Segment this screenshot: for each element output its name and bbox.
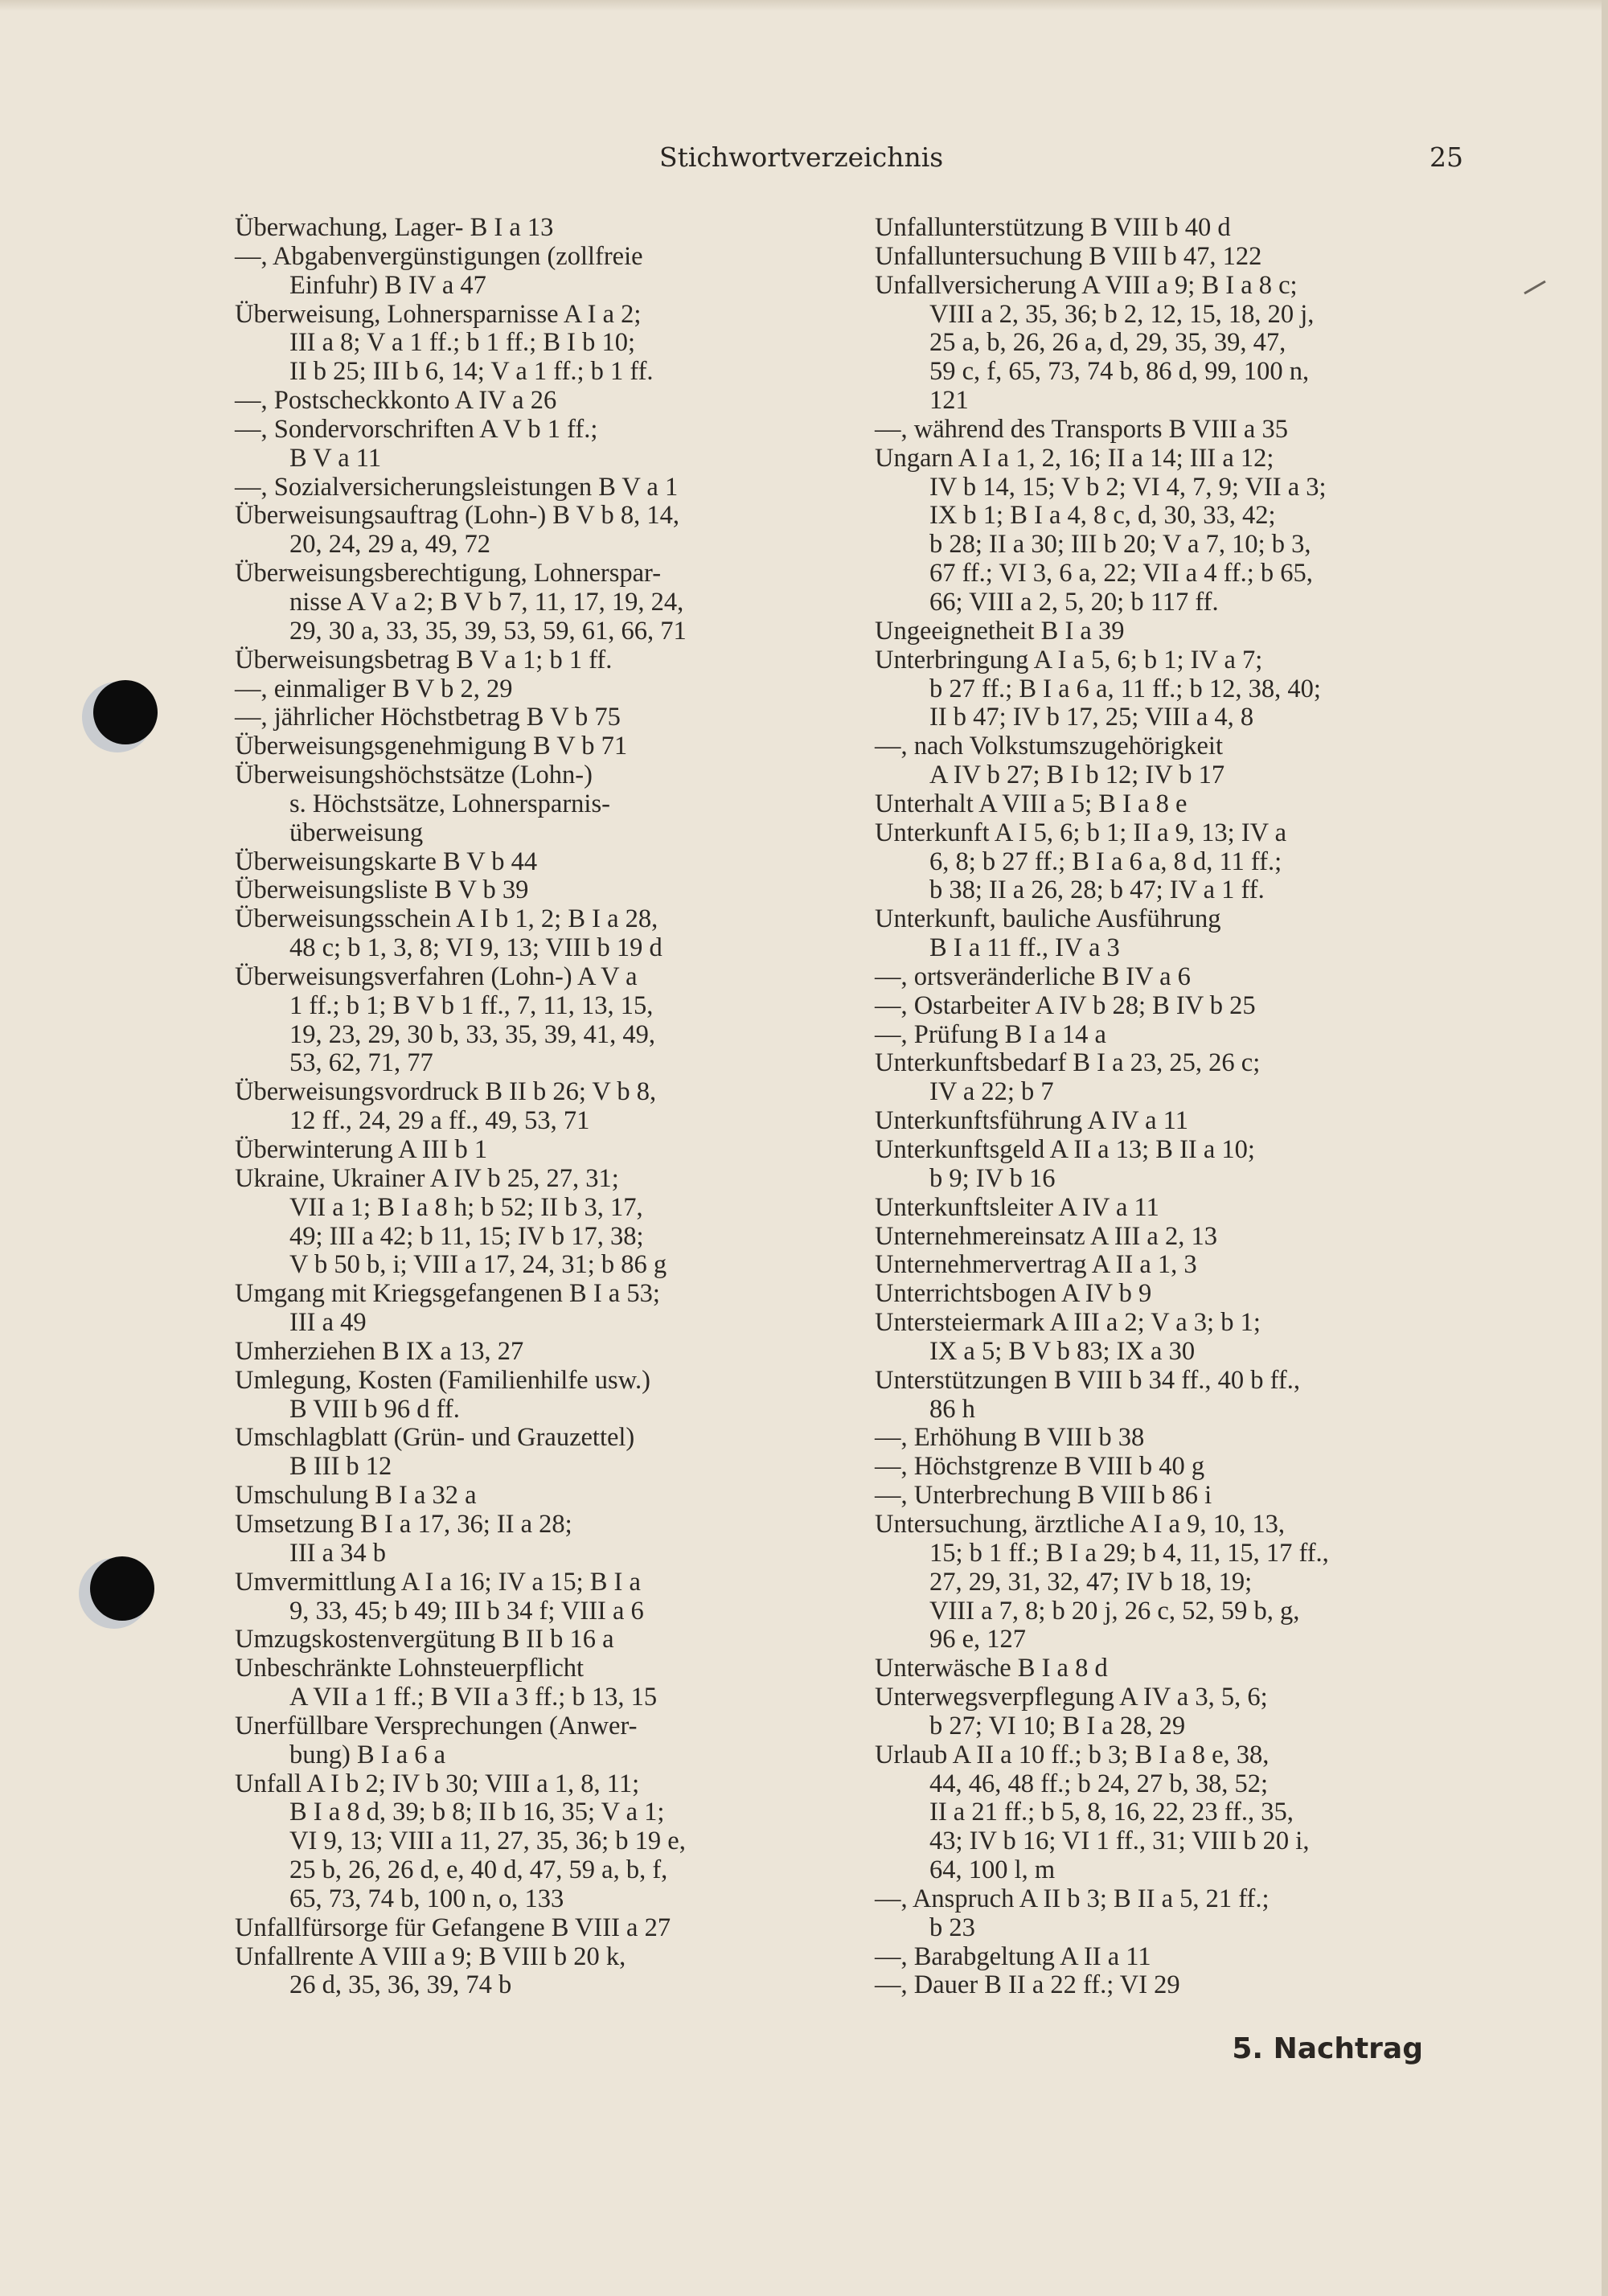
index-entry: —, Erhöhung B VIII b 38	[875, 1423, 1145, 1453]
index-entry-continuation: 67 ff.; VI 3, 6 a, 22; VII a 4 ff.; b 65,	[929, 559, 1313, 588]
index-entry-continuation: B V a 11	[289, 443, 382, 473]
index-entry-continuation: III a 49	[289, 1308, 367, 1338]
index-entry-continuation: b 9; IV b 16	[929, 1163, 1056, 1193]
index-entry: Unterrichtsbogen A IV b 9	[875, 1279, 1152, 1309]
index-entry: Unterstützungen B VIII b 34 ff., 40 b ff.,	[875, 1365, 1300, 1395]
index-entry: Unbeschränkte Lohnsteuerpflicht	[235, 1654, 585, 1683]
index-entry: Unfallfürsorge für Gefangene B VIII a 27	[235, 1913, 671, 1942]
index-entry: —, Sondervorschriften A V b 1 ff.;	[235, 414, 598, 444]
index-entry: Überweisungsberechtigung, Lohnerspar-	[235, 559, 662, 588]
index-entry: —, einmaliger B V b 2, 29	[235, 674, 513, 703]
index-column-right	[875, 214, 1430, 2000]
index-entry: Überweisungsbetrag B V a 1; b 1 ff.	[235, 645, 613, 674]
index-entry: Überweisungsverfahren (Lohn-) A V a	[235, 961, 638, 991]
index-entry: —, Höchstgrenze B VIII b 40 g	[875, 1452, 1205, 1482]
index-entry: Umschlagblatt (Grün- und Grauzettel)	[235, 1423, 635, 1453]
index-entry: Unterwäsche B I a 8 d	[875, 1654, 1108, 1683]
index-entry-continuation: bung) B I a 6 a	[289, 1740, 446, 1769]
index-entry: Überweisungsliste B V b 39	[235, 875, 529, 905]
index-entry-continuation: 1 ff.; b 1; B V b 1 ff., 7, 11, 13, 15,	[289, 990, 654, 1020]
index-entry-continuation: nisse A V a 2; B V b 7, 11, 17, 19, 24,	[289, 587, 684, 617]
index-entry-continuation: 44, 46, 48 ff.; b 24, 27 b, 38, 52;	[929, 1769, 1268, 1798]
index-entry-continuation: 49; III a 42; b 11, 15; IV b 17, 38;	[289, 1221, 644, 1251]
index-entry-continuation: b 27 ff.; B I a 6 a, 11 ff.; b 12, 38, 40;	[929, 674, 1321, 703]
index-entry: Umgang mit Kriegsgefangenen B I a 53;	[235, 1279, 660, 1309]
index-entry-continuation: A IV b 27; B I b 12; IV b 17	[929, 761, 1225, 790]
page-edge	[0, 0, 1608, 11]
index-entry-continuation: VI 9, 13; VIII a 11, 27, 35, 36; b 19 e,	[289, 1827, 686, 1856]
index-entry: —, Ostarbeiter A IV b 28; B IV b 25	[875, 990, 1256, 1020]
page-edge	[1602, 0, 1608, 2296]
index-entry-continuation: II b 47; IV b 17, 25; VIII a 4, 8	[929, 703, 1254, 732]
index-entry: Unterkunft A I 5, 6; b 1; II a 9, 13; IV a	[875, 818, 1287, 847]
index-entry: Überweisungsgenehmigung B V b 71	[235, 732, 628, 761]
index-entry: —, Sozialversicherungsleistungen B V a 1	[235, 472, 679, 502]
index-entry-continuation: b 27; VI 10; B I a 28, 29	[929, 1711, 1186, 1740]
index-entry: Ukraine, Ukrainer A IV b 25, 27, 31;	[235, 1163, 619, 1193]
index-entry-continuation: 15; b 1 ff.; B I a 29; b 4, 11, 15, 17 ff.,	[929, 1538, 1329, 1568]
index-entry: Untersteiermark A III a 2; V a 3; b 1;	[875, 1308, 1261, 1338]
index-entry: Unfallrente A VIII a 9; B VIII b 20 k,	[235, 1941, 626, 1971]
index-entry: —, während des Transports B VIII a 35	[875, 414, 1288, 444]
index-entry-continuation: b 23	[929, 1913, 975, 1942]
index-entry: —, Dauer B II a 22 ff.; VI 29	[875, 1970, 1180, 2000]
index-entry: —, nach Volkstumszugehörigkeit	[875, 732, 1223, 761]
index-entry: Überwinterung A III b 1	[235, 1135, 488, 1164]
index-entry: Unterkunftsleiter A IV a 11	[875, 1192, 1159, 1222]
index-entry-continuation: b 28; II a 30; III b 20; V a 7, 10; b 3,	[929, 530, 1311, 560]
index-entry: Überweisung, Lohnersparnisse A I a 2;	[235, 299, 642, 329]
index-entry: Unfallversicherung A VIII a 9; B I a 8 c;	[875, 270, 1298, 300]
index-entry: Umlegung, Kosten (Familienhilfe usw.)	[235, 1365, 650, 1395]
index-entry-continuation: B I a 11 ff., IV a 3	[929, 933, 1120, 963]
index-entry-continuation: überweisung	[289, 818, 424, 847]
index-entry: Unterkunftsbedarf B I a 23, 25, 26 c;	[875, 1048, 1261, 1078]
index-entry-continuation: 53, 62, 71, 77	[289, 1048, 433, 1078]
punch-hole	[93, 680, 158, 744]
index-entry: Unterkunftsführung A IV a 11	[875, 1106, 1188, 1136]
index-entry-continuation: 20, 24, 29 a, 49, 72	[289, 530, 491, 560]
index-entry: Unfallunterstützung B VIII b 40 d	[875, 213, 1231, 242]
index-entry-continuation: 48 c; b 1, 3, 8; VI 9, 13; VIII b 19 d	[289, 933, 662, 963]
index-entry: —, ortsveränderliche B IV a 6	[875, 961, 1191, 991]
index-entry-continuation: IV a 22; b 7	[929, 1077, 1054, 1107]
index-entry: Unterkunft, bauliche Ausführung	[875, 904, 1221, 934]
index-entry-continuation: 121	[929, 386, 969, 416]
index-entry-continuation: Einfuhr) B IV a 47	[289, 270, 486, 300]
index-entry-continuation: 64, 100 l, m	[929, 1855, 1056, 1885]
index-entry: —, Abgabenvergünstigungen (zollfreie	[235, 241, 643, 271]
index-entry-continuation: 27, 29, 31, 32, 47; IV b 18, 19;	[929, 1567, 1253, 1597]
page-number: 25	[1430, 141, 1463, 173]
index-entry-continuation: II a 21 ff.; b 5, 8, 16, 22, 23 ff., 35,	[929, 1798, 1294, 1827]
index-entry-continuation: IX a 5; B V b 83; IX a 30	[929, 1336, 1196, 1366]
index-entry-continuation: B I a 8 d, 39; b 8; II b 16, 35; V a 1;	[289, 1798, 665, 1827]
index-entry: —, jährlicher Höchstbetrag B V b 75	[235, 703, 621, 732]
index-entry-continuation: 96 e, 127	[929, 1625, 1027, 1654]
index-entry: —, Unterbrechung B VIII b 86 i	[875, 1481, 1212, 1511]
index-entry: Unternehmereinsatz A III a 2, 13	[875, 1221, 1217, 1251]
index-entry-continuation: 25 b, 26, 26 d, e, 40 d, 47, 59 a, b, f,	[289, 1855, 668, 1885]
index-entry-continuation: VII a 1; B I a 8 h; b 52; II b 3, 17,	[289, 1192, 643, 1222]
index-column-left	[235, 214, 781, 2000]
index-entry-continuation: 59 c, f, 65, 73, 74 b, 86 d, 99, 100 n,	[929, 357, 1310, 387]
index-entry-continuation: V b 50 b, i; VIII a 17, 24, 31; b 86 g	[289, 1250, 667, 1280]
index-entry-continuation: IX b 1; B I a 4, 8 c, d, 30, 33, 42;	[929, 501, 1276, 531]
index-entry: Unfall A I b 2; IV b 30; VIII a 1, 8, 11;	[235, 1769, 640, 1798]
index-entry-continuation: 65, 73, 74 b, 100 n, o, 133	[289, 1884, 564, 1913]
index-entry-continuation: 12 ff., 24, 29 a ff., 49, 53, 71	[289, 1106, 590, 1136]
index-entry: Urlaub A II a 10 ff.; b 3; B I a 8 e, 38,	[875, 1740, 1270, 1769]
index-entry: Überweisungshöchstsätze (Lohn-)	[235, 761, 593, 790]
index-entry: Umherziehen B IX a 13, 27	[235, 1336, 524, 1366]
index-entry: Unternehmervertrag A II a 1, 3	[875, 1250, 1197, 1280]
supplement-note: 5. Nachtrag	[1232, 2032, 1423, 2065]
running-header-title: Stichwortverzeichnis	[659, 141, 944, 173]
index-entry: Umschulung B I a 32 a	[235, 1481, 477, 1511]
punch-hole	[90, 1556, 154, 1621]
index-entry-continuation: B VIII b 96 d ff.	[289, 1394, 460, 1424]
index-entry-continuation: B III b 12	[289, 1452, 392, 1482]
index-entry: Unterwegsverpflegung A IV a 3, 5, 6;	[875, 1683, 1268, 1712]
index-entry: Umzugskostenvergütung B II b 16 a	[235, 1625, 614, 1654]
index-entry-continuation: 19, 23, 29, 30 b, 33, 35, 39, 41, 49,	[289, 1019, 655, 1049]
index-entry: —, Prüfung B I a 14 a	[875, 1019, 1106, 1049]
index-entry-continuation: VIII a 7, 8; b 20 j, 26 c, 52, 59 b, g,	[929, 1596, 1300, 1626]
index-entry: Unfalluntersuchung B VIII b 47, 122	[875, 241, 1262, 271]
index-entry: Umsetzung B I a 17, 36; II a 28;	[235, 1509, 572, 1539]
index-entry-continuation: 9, 33, 45; b 49; III b 34 f; VIII a 6	[289, 1596, 644, 1626]
index-entry-continuation: 66; VIII a 2, 5, 20; b 117 ff.	[929, 587, 1219, 617]
index-entry: —, Barabgeltung A II a 11	[875, 1941, 1151, 1971]
index-entry-continuation: IV b 14, 15; V b 2; VI 4, 7, 9; VII a 3;	[929, 472, 1327, 502]
index-entry-continuation: II b 25; III b 6, 14; V a 1 ff.; b 1 ff.	[289, 357, 654, 387]
index-entry: Überweisungsvordruck B II b 26; V b 8,	[235, 1077, 657, 1107]
index-entry-continuation: 86 h	[929, 1394, 975, 1424]
index-entry-continuation: III a 8; V a 1 ff.; b 1 ff.; B I b 10;	[289, 328, 635, 358]
pencil-mark	[1524, 281, 1545, 295]
index-entry: Untersuchung, ärztliche A I a 9, 10, 13,	[875, 1509, 1285, 1539]
index-entry: Unterkunftsgeld A II a 13; B II a 10;	[875, 1135, 1255, 1164]
index-entry-continuation: 26 d, 35, 36, 39, 74 b	[289, 1970, 512, 2000]
index-entry: Ungeeignetheit B I a 39	[875, 616, 1125, 646]
index-entry-continuation: 25 a, b, 26, 26 a, d, 29, 35, 39, 47,	[929, 328, 1286, 358]
index-entry-continuation: VIII a 2, 35, 36; b 2, 12, 15, 18, 20 j,	[929, 299, 1315, 329]
index-entry: Unerfüllbare Versprechungen (Anwer-	[235, 1711, 638, 1740]
index-entry: Überweisungskarte B V b 44	[235, 847, 538, 876]
index-entry-continuation: A VII a 1 ff.; B VII a 3 ff.; b 13, 15	[289, 1683, 658, 1712]
index-entry: —, Anspruch A II b 3; B II a 5, 21 ff.;	[875, 1884, 1270, 1913]
index-entry-continuation: 43; IV b 16; VI 1 ff., 31; VIII b 20 i,	[929, 1827, 1310, 1856]
index-entry: Überweisungsschein A I b 1, 2; B I a 28,	[235, 904, 658, 934]
index-entry: Unterbringung A I a 5, 6; b 1; IV a 7;	[875, 645, 1263, 674]
index-entry-continuation: III a 34 b	[289, 1538, 387, 1568]
index-entry-continuation: s. Höchstsätze, Lohnersparnis-	[289, 789, 610, 818]
index-entry: Überweisungsauftrag (Lohn-) B V b 8, 14,	[235, 501, 680, 531]
index-entry: Unterhalt A VIII a 5; B I a 8 e	[875, 789, 1188, 818]
index-entry: —, Postscheckkonto A IV a 26	[235, 386, 557, 416]
index-entry: Umvermittlung A I a 16; IV a 15; B I a	[235, 1567, 641, 1597]
index-entry-continuation: 29, 30 a, 33, 35, 39, 53, 59, 61, 66, 71	[289, 616, 687, 646]
index-entry-continuation: b 38; II a 26, 28; b 47; IV a 1 ff.	[929, 875, 1265, 905]
index-entry-continuation: 6, 8; b 27 ff.; B I a 6 a, 8 d, 11 ff.;	[929, 847, 1282, 876]
index-entry: Überwachung, Lager- B I a 13	[235, 213, 554, 242]
index-entry: Ungarn A I a 1, 2, 16; II a 14; III a 12;	[875, 443, 1274, 473]
